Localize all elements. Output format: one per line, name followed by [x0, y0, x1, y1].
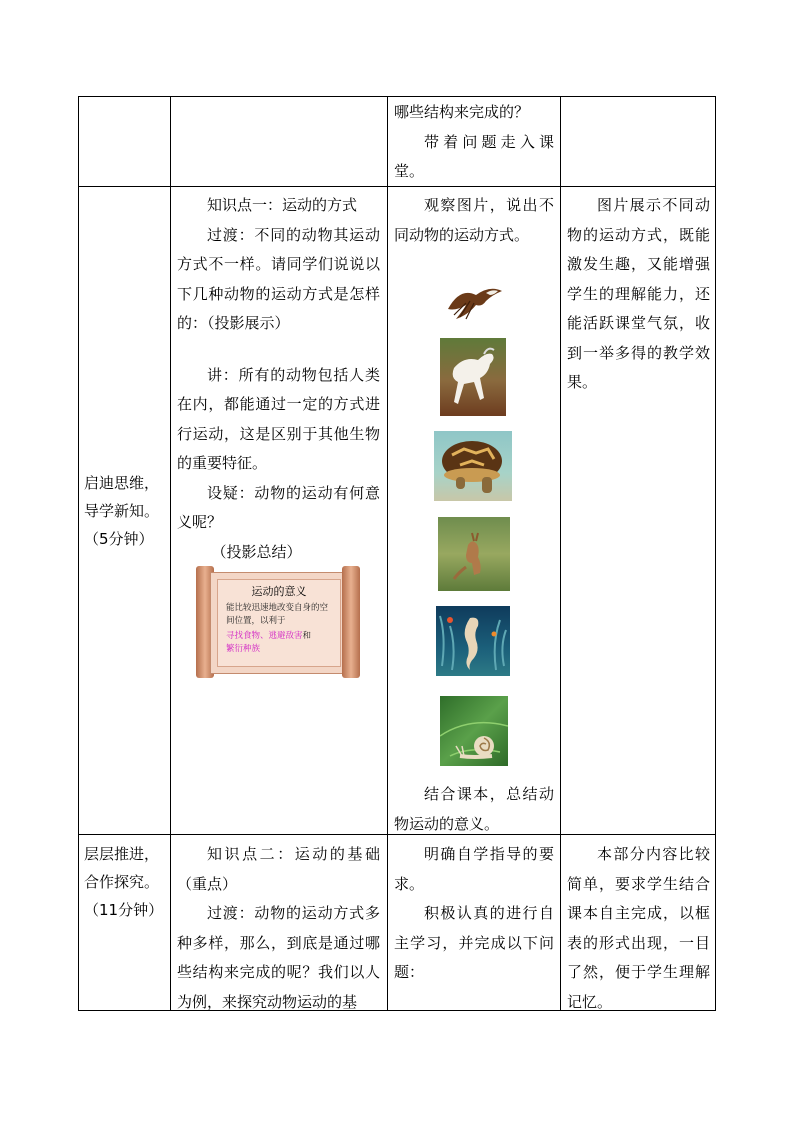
horse-image — [440, 338, 506, 416]
seahorse-image — [436, 606, 510, 676]
turtle-image — [434, 431, 512, 501]
snail-image — [440, 696, 508, 766]
row2-col2-text: 知识点二：运动的基础（重点） 过渡：动物的运动方式多种多样，那么，到底是通过哪些结构来完成的呢？我们以人为例，来探究动物运动的基 — [177, 845, 380, 1011]
row2-stage-label: 层层推进，合作探究。（11分钟） — [84, 845, 164, 919]
scroll-image-motion-meaning — [196, 566, 360, 678]
row1-col3-bottom-text: 结合课本，总结动物运动的意义。 — [394, 785, 554, 833]
row0-col3-text: 哪些结构来完成的？ 带着问题走入课堂。 — [394, 103, 554, 180]
eagle-image — [446, 281, 504, 321]
scroll-body: 能比较迅速地改变自身的空间位置，以利于 寻找食物、逃避敌害和 繁衍种族 — [226, 603, 329, 654]
row1-stage-label: 启迪思维，导学新知。（5分钟） — [84, 474, 160, 548]
row1-col4-text: 图片展示不同动物的运动方式，既能激发生趣，又能增强学生的理解能力，还能活跃课堂气氛，收到一举多得的教学效果。 — [567, 196, 710, 391]
row2-col3-text: 明确自学指导的要求。 积极认真的进行自主学习，并完成以下问题： — [394, 845, 554, 981]
row1-col2-text: 知识点一：运动的方式 过渡：不同的动物其运动方式不一样。请同学们说说以下几种动物的运动方式是怎样的：（投影展示） 讲：所有的动物包括人类在内，都能通过一定的方式进行运动，这是区别于其他生物的重要特征。 设疑：动物的运动有何意义呢？ （投影总结） — [177, 196, 380, 561]
lesson-plan-table — [78, 96, 716, 1011]
scroll-title: 运动的意义 — [251, 585, 307, 598]
row2-col4-text: 本部分内容比较简单，要求学生结合课本自主完成，以框表的形式出现，一目了然，便于学生理解记忆。 — [567, 845, 710, 1011]
row1-col3-top-text: 观察图片，说出不同动物的运动方式。 — [394, 196, 554, 244]
kangaroo-image — [438, 517, 510, 591]
